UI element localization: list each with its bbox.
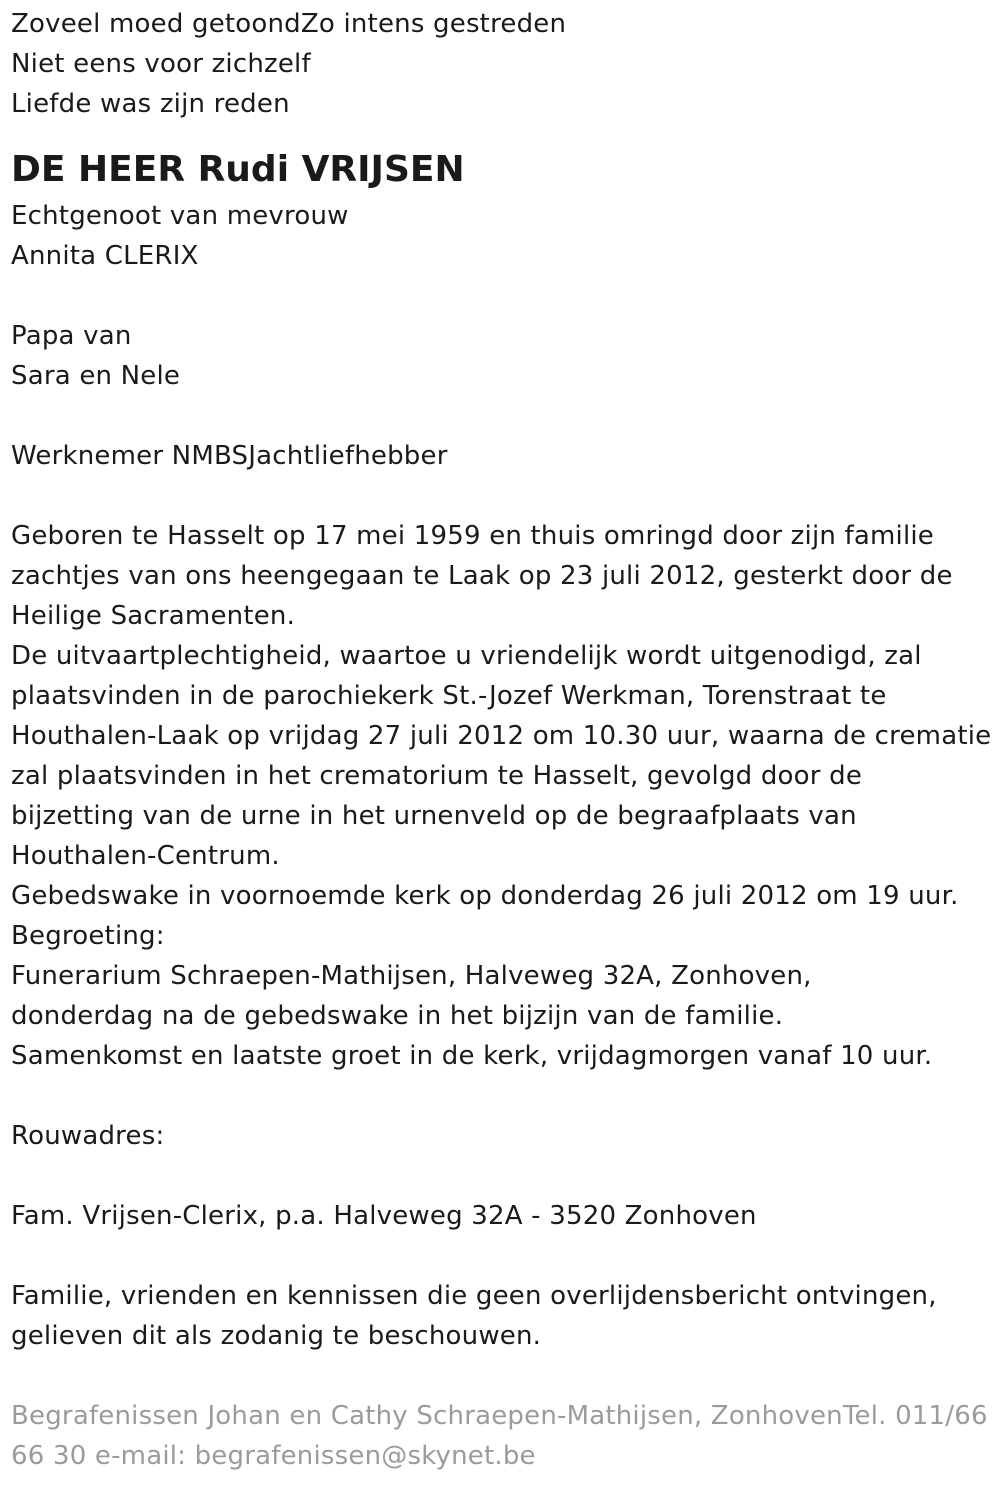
- occupation: Werknemer NMBSJachtliefhebber: [11, 441, 448, 471]
- body-line: Heilige Sacramenten.: [11, 601, 296, 631]
- spouse-block: [11, 196, 989, 276]
- notice-line: Familie, vrienden en kennissen die geen overlijdensbericht ontvingen,: [11, 1281, 937, 1311]
- body-line: plaatsvinden in de parochiekerk St.-Jozef Werkman, Torenstraat te: [11, 681, 887, 711]
- footer-line: 66 30 e-mail: begrafenissen@skynet.be: [11, 1441, 536, 1471]
- body-line: zal plaatsvinden in het crematorium te Hasselt, gevolgd door de: [11, 761, 863, 791]
- body-line: Begroeting:: [11, 921, 165, 951]
- funeral-home-footer: [11, 1396, 989, 1476]
- body-line: bijzetting van de urne in het urnenveld op de begraafplaats van: [11, 801, 857, 831]
- body-line: Samenkomst en laatste groet in de kerk, vrijdagmorgen vanaf 10 uur.: [11, 1041, 933, 1071]
- body-line: Funerarium Schraepen-Mathijsen, Halveweg 32A, Zonhoven,: [11, 961, 812, 991]
- children-line: Papa van: [11, 321, 132, 351]
- notice-block: [11, 1276, 989, 1356]
- body-line: De uitvaartplechtigheid, waartoe u vriendelijk wordt uitgenodigd, zal: [11, 641, 922, 671]
- poem: [11, 4, 989, 124]
- body-line: Gebedswake in voornoemde kerk op donderdag 26 juli 2012 om 19 uur.: [11, 881, 959, 911]
- children-line: Sara en Nele: [11, 361, 181, 391]
- footer-line: Begrafenissen Johan en Cathy Schraepen-Mathijsen, ZonhovenTel. 011/66: [11, 1401, 988, 1431]
- poem-line: Niet eens voor zichzelf: [11, 49, 311, 79]
- notice-line: gelieven dit als zodanig te beschouwen.: [11, 1321, 542, 1351]
- children-block: [11, 316, 989, 396]
- poem-line: Liefde was zijn reden: [11, 89, 290, 119]
- poem-line: Zoveel moed getoondZo intens gestreden: [11, 9, 567, 39]
- address-label: Rouwadres:: [11, 1121, 165, 1151]
- mourning-address: Fam. Vrijsen-Clerix, p.a. Halveweg 32A - 3520 Zonhoven: [11, 1201, 757, 1231]
- spouse-line: Annita CLERIX: [11, 241, 199, 271]
- body-line: zachtjes van ons heengegaan te Laak op 23 juli 2012, gesterkt door de: [11, 561, 953, 591]
- body-line: donderdag na de gebedswake in het bijzijn van de familie.: [11, 1001, 784, 1031]
- body-line: Houthalen-Laak op vrijdag 27 juli 2012 om 10.30 uur, waarna de crematie: [11, 721, 992, 751]
- deceased-name: DE HEER Rudi VRIJSEN: [11, 149, 465, 190]
- announcement-body: [11, 516, 992, 1076]
- spouse-line: Echtgenoot van mevrouw: [11, 201, 349, 231]
- body-line: Geboren te Hasselt op 17 mei 1959 en thuis omringd door zijn familie: [11, 521, 935, 551]
- body-line: Houthalen-Centrum.: [11, 841, 280, 871]
